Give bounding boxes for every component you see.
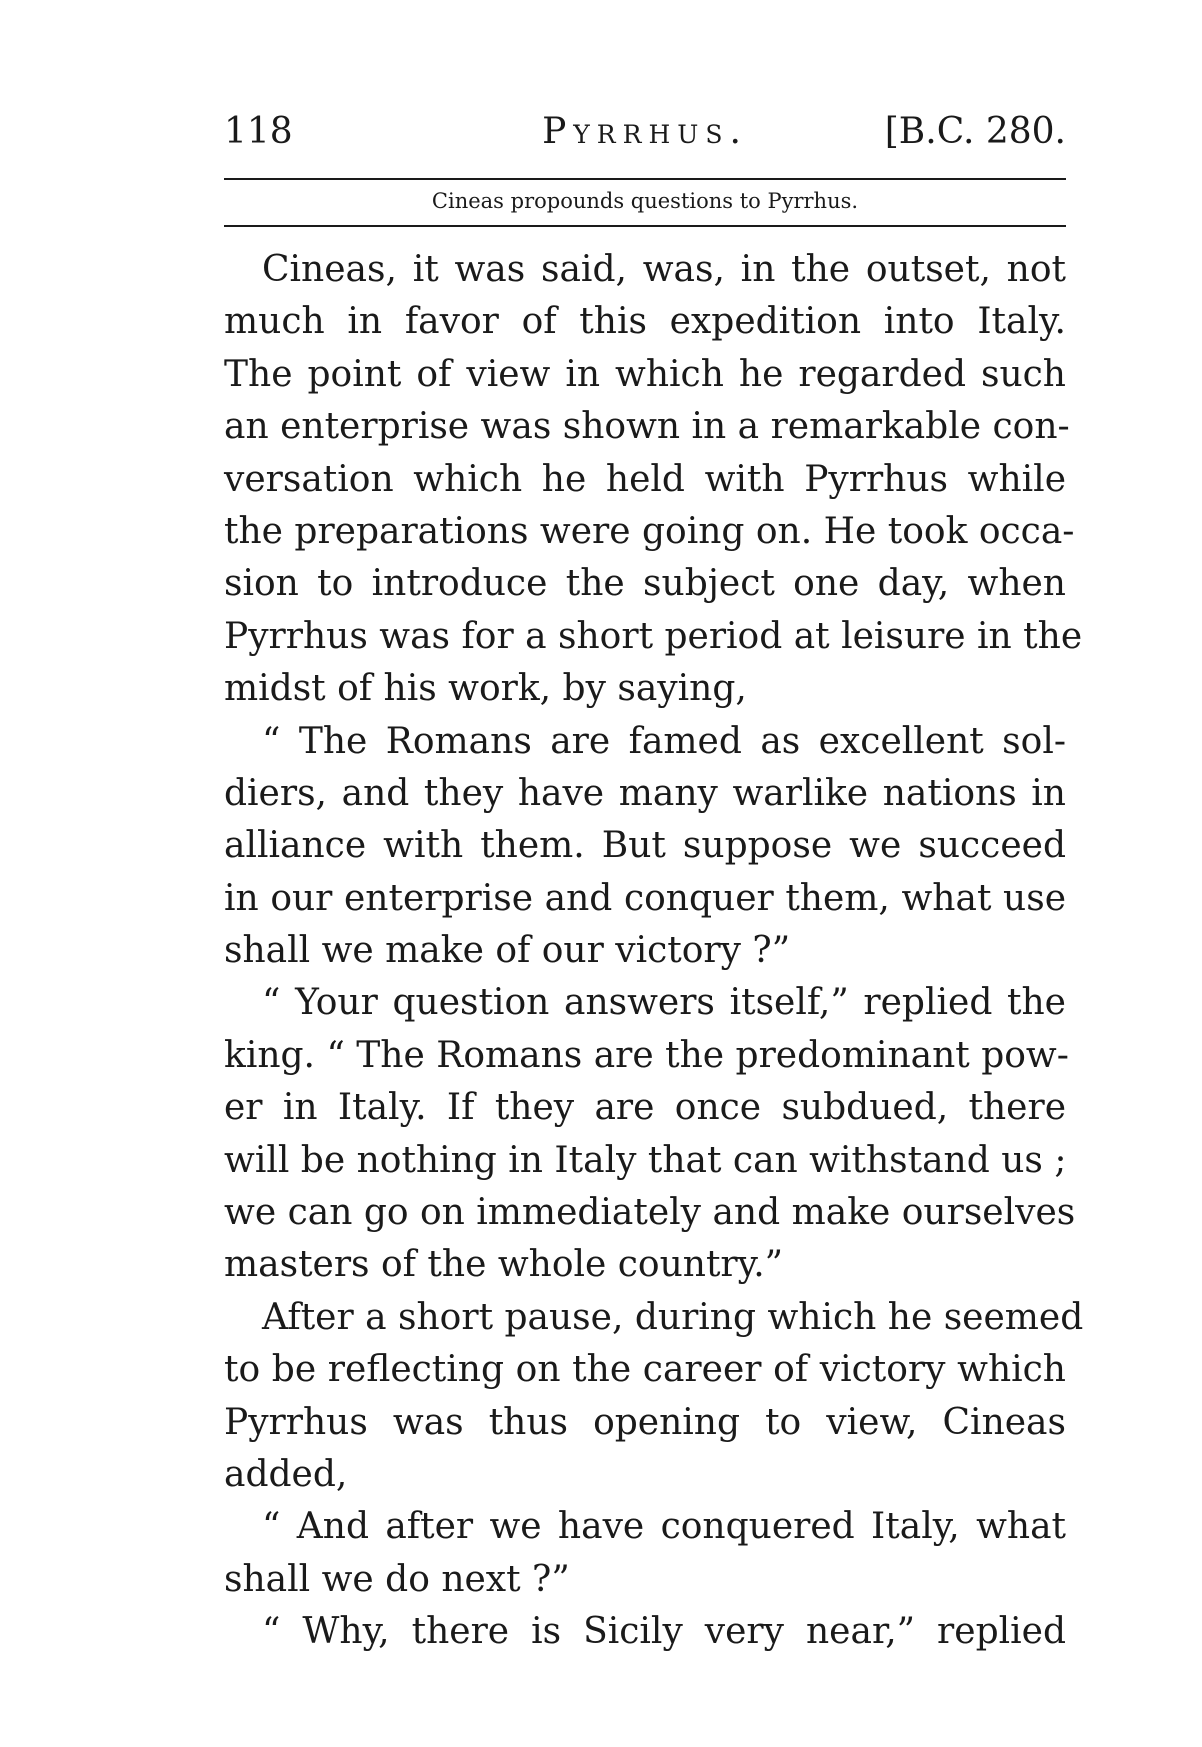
page-number: 118: [224, 111, 293, 152]
running-title: Pyrrhus.: [542, 111, 748, 152]
text-line: diers, and they have many warlike nations in: [224, 772, 1066, 814]
header-rule-top: [224, 178, 1066, 180]
text-line: shall we make of our victory ?”: [224, 930, 791, 972]
text-line: Pyrrhus was thus opening to view, Cineas: [224, 1401, 1066, 1443]
text-line: king. “ The Romans are the predominant pow-: [224, 1034, 1069, 1076]
date-reference: [B.C. 280.: [884, 111, 1066, 152]
text-line: to be reflecting on the career of victory which: [224, 1349, 1066, 1391]
text-line: sion to introduce the subject one day, when: [224, 563, 1066, 605]
text-line: much in favor of this expedition into Italy.: [224, 301, 1066, 343]
text-line: masters of the whole country.”: [224, 1244, 784, 1286]
text-line: alliance with them. But suppose we succeed: [224, 825, 1066, 867]
text-line: added,: [224, 1453, 348, 1495]
text-line: er in Italy. If they are once subdued, there: [224, 1087, 1066, 1129]
running-head: [224, 112, 1066, 168]
text-line: “ Why, there is Sicily very near,” replied: [262, 1611, 1066, 1653]
text-line: “ And after we have conquered Italy, what: [262, 1506, 1066, 1548]
text-line: we can go on immediately and make ourselves: [224, 1192, 1076, 1234]
text-line: an enterprise was shown in a remarkable con-: [224, 406, 1070, 448]
text-line: Pyrrhus was for a short period at leisure in the: [224, 615, 1083, 657]
section-subheading: Cineas propounds questions to Pyrrhus.: [431, 189, 859, 213]
text-line: The point of view in which he regarded such: [224, 353, 1066, 395]
text-line: will be nothing in Italy that can withstand us ;: [224, 1139, 1067, 1181]
text-line: midst of his work, by saying,: [224, 668, 747, 710]
text-line: in our enterprise and conquer them, what use: [224, 877, 1066, 919]
text-line: shall we do next ?”: [224, 1558, 570, 1600]
header-rule-bottom: [224, 225, 1066, 227]
text-line: the preparations were going on. He took occa-: [224, 510, 1075, 552]
text-line: Cineas, it was said, was, in the outset, not: [262, 249, 1066, 290]
text-line: “ Your question answers itself,” replied the: [262, 982, 1066, 1024]
text-line: “ The Romans are famed as excellent sol-: [262, 720, 1066, 762]
text-line: After a short pause, during which he seemed: [262, 1296, 1084, 1338]
body-text: [224, 244, 1084, 1659]
text-line: versation which he held with Pyrrhus while: [224, 458, 1066, 500]
